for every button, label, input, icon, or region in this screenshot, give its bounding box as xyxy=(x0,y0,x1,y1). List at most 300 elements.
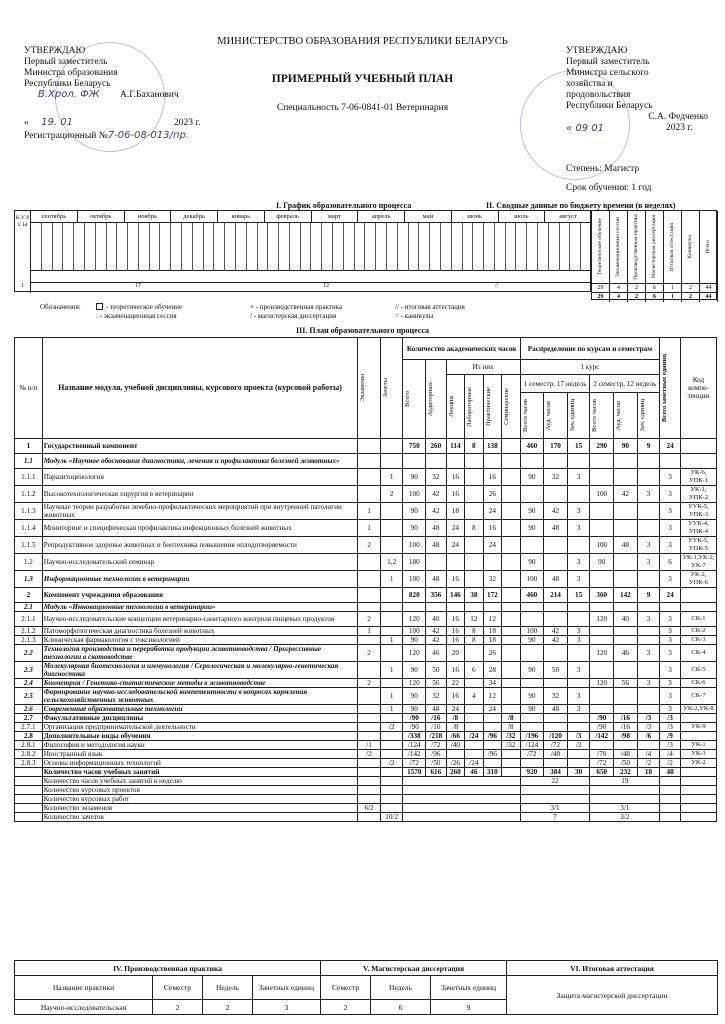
row-cell xyxy=(465,741,483,750)
summary-cell xyxy=(380,795,403,804)
row-cell: /4 xyxy=(660,750,681,759)
row-cell: 2.3 xyxy=(15,662,43,679)
schedule-course-number: 1 xyxy=(15,283,31,293)
row-cell xyxy=(502,705,520,714)
dissertation-weeks-header: Недель xyxy=(371,976,431,1000)
legend xyxy=(40,303,520,325)
row-cell: 3 xyxy=(567,469,590,486)
row-cell: 12 xyxy=(483,612,501,627)
row-name-cell: Научные теории разработки лечебно-профилактических мероприятий при внутренней патологии животных xyxy=(42,503,358,520)
summary-cell: 10/2 xyxy=(380,813,403,822)
summary-cell xyxy=(680,804,716,813)
row-cell: 34 xyxy=(483,679,501,688)
row-cell: /16 xyxy=(614,714,638,723)
practice-weeks-header: Недель xyxy=(203,976,253,1000)
row-cell xyxy=(502,627,520,636)
left-approve-line-1: Первый заместитель xyxy=(24,57,108,67)
row-cell: 24 xyxy=(483,705,501,714)
specialty: Специальность 7-06-0841-01 Ветеринария xyxy=(276,103,449,113)
row-cell xyxy=(567,603,590,612)
row-cell xyxy=(465,537,483,554)
budget-header: Магистерская диссертация xyxy=(646,211,664,283)
summary-cell xyxy=(380,777,403,786)
row-cell xyxy=(567,759,590,768)
row-cell xyxy=(614,503,638,520)
row-cell: 26 xyxy=(483,645,501,662)
row-cell: 3 xyxy=(637,645,660,662)
row-cell: 138 xyxy=(483,439,501,454)
row-cell xyxy=(637,520,660,537)
practice-ze: 3 xyxy=(253,1000,321,1015)
row-cell xyxy=(680,768,716,777)
row-cell: /2 xyxy=(660,759,681,768)
row-cell xyxy=(637,603,660,612)
row-cell: СК-2 xyxy=(680,627,716,636)
row-cell: 90 xyxy=(520,469,544,486)
row-name-cell: Мониторинг и специфическая профилактика инфекционных болезней животных xyxy=(42,520,358,537)
row-cell: /98 xyxy=(614,732,638,741)
row-cell xyxy=(446,750,464,759)
row-cell xyxy=(520,612,544,627)
section-5-title: V. Магистерская диссертация xyxy=(321,961,507,976)
row-cell: 8 xyxy=(465,520,483,537)
summary-cell xyxy=(590,795,660,804)
row-cell: 2.8.2 xyxy=(15,750,43,759)
header-aud: Аудиторных xyxy=(426,360,447,439)
row-cell: 2.1.1 xyxy=(15,612,43,627)
row-cell: /3 xyxy=(637,714,660,723)
left-date-year: 2023 г. xyxy=(174,118,201,128)
row-cell: 750 xyxy=(403,439,426,454)
row-cell: 42 xyxy=(544,627,568,636)
row-cell xyxy=(483,603,501,612)
week-column xyxy=(117,223,128,271)
row-cell xyxy=(590,571,614,588)
right-approve-line-3: хозяйства и xyxy=(566,79,613,89)
row-cell: 32 xyxy=(544,688,568,705)
row-cell: 1.1.4 xyxy=(15,520,43,537)
row-cell xyxy=(614,603,638,612)
table-row xyxy=(15,636,717,645)
row-cell: 2 xyxy=(380,486,403,503)
row-cell xyxy=(590,636,614,645)
row-cell: /6 xyxy=(637,732,660,741)
summary-cell xyxy=(358,795,381,804)
row-name-cell: Дополнительные виды обучения xyxy=(42,732,358,741)
summary-cell: 3/2 xyxy=(590,813,660,822)
table-row xyxy=(15,520,717,537)
row-cell: 2.1.3 xyxy=(15,636,43,645)
budget-cell: 4 xyxy=(610,284,628,293)
row-cell: 146 xyxy=(446,588,464,603)
row-cell: /2 xyxy=(637,759,660,768)
row-cell: 16 xyxy=(446,612,464,627)
row-cell: УК-1,УК-2, УК-7 xyxy=(680,554,716,571)
row-cell: 310 xyxy=(483,768,501,777)
practice-sem: 2 xyxy=(153,1000,203,1015)
budget-header: Итоговая аттестация xyxy=(664,211,682,283)
row-cell xyxy=(483,714,501,723)
row-cell xyxy=(358,723,381,732)
right-approve-line-5: Республики Беларусь xyxy=(566,101,653,111)
row-cell: 48 xyxy=(426,520,447,537)
summary-row xyxy=(15,795,717,804)
row-cell xyxy=(380,741,403,750)
left-approve-title: УТВЕРЖДАЮ xyxy=(24,46,86,56)
row-cell xyxy=(502,469,520,486)
summary-cell xyxy=(358,813,381,822)
legend-exam: : - экзаменационная сессия xyxy=(96,312,177,320)
right-approve-line-2: Министра сельского xyxy=(566,68,649,78)
row-cell: /66 xyxy=(446,732,464,741)
row-cell: 2.7 xyxy=(15,714,43,723)
table-row xyxy=(15,759,717,768)
row-cell: 1 xyxy=(358,627,381,636)
budget-cell: 2 xyxy=(682,293,700,302)
summary-cell: 19 xyxy=(590,777,660,786)
budget-header: Каникулы xyxy=(682,211,700,283)
summary-cell xyxy=(520,786,590,795)
row-cell: 90 xyxy=(403,469,426,486)
row-cell: /72 xyxy=(520,750,544,759)
row-cell: 48 xyxy=(426,705,447,714)
week-column xyxy=(398,223,409,271)
row-cell xyxy=(660,454,681,469)
row-cell: 40 xyxy=(614,612,638,627)
row-cell xyxy=(637,627,660,636)
row-cell: 12 xyxy=(465,612,483,627)
budget-cell: 29 xyxy=(592,284,610,293)
row-cell xyxy=(520,537,544,554)
row-cell: /70 xyxy=(590,750,614,759)
row-cell: 9 xyxy=(637,439,660,454)
header-s1-hours: Всего часов xyxy=(520,393,544,439)
row-cell: 90 xyxy=(403,688,426,705)
month-label: февраль xyxy=(265,211,312,223)
row-cell xyxy=(358,588,381,603)
row-cell xyxy=(465,750,483,759)
row-name-cell: Факультативные дисциплины xyxy=(42,714,358,723)
summary-cell: Количество курсовых работ xyxy=(42,795,358,804)
row-cell: 3 xyxy=(660,679,681,688)
summary-cell xyxy=(403,786,520,795)
row-cell: 90 xyxy=(614,439,638,454)
row-cell xyxy=(614,554,638,571)
row-cell: 3 xyxy=(567,520,590,537)
row-cell xyxy=(380,627,403,636)
budget-cell: 2 xyxy=(682,284,700,293)
month-label: март xyxy=(312,211,359,223)
row-name-cell: Биометрия / Генетико-статистические методы в животноводстве xyxy=(42,679,358,688)
row-cell: 16 xyxy=(483,469,501,486)
row-cell: 2 xyxy=(15,588,43,603)
reg-number: 7-06-08-013/пр. xyxy=(107,130,189,141)
row-cell: 8 xyxy=(465,439,483,454)
budget-cell: 1 xyxy=(664,284,682,293)
row-cell: УУК-5, УПК-5 xyxy=(680,537,716,554)
row-cell xyxy=(680,714,716,723)
row-cell xyxy=(502,636,520,645)
row-cell: /72 xyxy=(590,759,614,768)
row-cell: 15 xyxy=(567,439,590,454)
left-approve-line-3: Республики Беларусь xyxy=(24,79,111,89)
row-cell: /48 xyxy=(614,750,638,759)
row-cell: /3 xyxy=(660,723,681,732)
row-cell: 3 xyxy=(567,636,590,645)
week-column xyxy=(560,223,571,271)
row-name-cell: Клиническая фармакология с токсикологией xyxy=(42,636,358,645)
table-row xyxy=(15,679,717,688)
row-cell: 42 xyxy=(426,636,447,645)
row-cell xyxy=(358,554,381,571)
row-cell xyxy=(590,688,614,705)
row-cell: 12 xyxy=(483,688,501,705)
week-column xyxy=(63,223,74,271)
row-cell: 3 xyxy=(660,520,681,537)
row-cell xyxy=(637,454,660,469)
header-s1-aud: Ауд. часов xyxy=(544,393,568,439)
row-cell: 24 xyxy=(483,503,501,520)
table-row xyxy=(15,627,717,636)
summary-row xyxy=(15,813,717,822)
row-cell: /124 xyxy=(520,741,544,750)
row-cell: 2.2 xyxy=(15,645,43,662)
header-s1-ze: Зач. единиц xyxy=(567,393,590,439)
week-column xyxy=(419,223,430,271)
row-cell xyxy=(520,645,544,662)
row-cell xyxy=(502,486,520,503)
row-cell: 3 xyxy=(660,645,681,662)
row-cell: 1 xyxy=(358,503,381,520)
row-cell: 42 xyxy=(426,627,447,636)
row-cell: 616 xyxy=(426,768,447,777)
row-cell: 90 xyxy=(520,688,544,705)
row-cell: 48 xyxy=(614,537,638,554)
row-cell: 1 xyxy=(380,688,403,705)
summary-cell: Количество экзаменов xyxy=(42,804,358,813)
week-column xyxy=(452,223,463,271)
row-cell xyxy=(614,662,638,679)
week-column xyxy=(441,223,452,271)
row-cell xyxy=(567,645,590,662)
row-cell xyxy=(544,612,568,627)
row-name-cell: Научно-исследовательские концепции ветеринарно-санитарного контроля пищевых продуктов xyxy=(42,612,358,627)
table-row xyxy=(15,612,717,627)
row-cell: 1,2 xyxy=(380,554,403,571)
row-cell: 90 xyxy=(520,503,544,520)
row-cell: 1.2 xyxy=(15,554,43,571)
row-cell: 3 xyxy=(660,688,681,705)
row-name-cell: Иностранный язык xyxy=(42,750,358,759)
row-cell: 3 xyxy=(637,537,660,554)
row-cell xyxy=(637,705,660,714)
summary-cell xyxy=(660,795,681,804)
row-cell xyxy=(520,714,544,723)
row-cell: 24 xyxy=(660,588,681,603)
row-cell: 24 xyxy=(446,705,464,714)
row-cell xyxy=(520,603,544,612)
row-cell: 38 xyxy=(465,588,483,603)
week-column xyxy=(279,223,290,271)
row-cell xyxy=(358,454,381,469)
week-column xyxy=(150,223,161,271)
table-row xyxy=(15,469,717,486)
row-cell: 384 xyxy=(544,768,568,777)
row-cell xyxy=(465,705,483,714)
row-cell xyxy=(502,554,520,571)
right-approve-name: С.А. Федченко xyxy=(648,112,708,122)
row-cell: 48 xyxy=(544,571,568,588)
section-2-title: II. Сводные данные по бюджету времени (в неделях) xyxy=(486,201,676,210)
practice-ze-header: Зачетных единиц xyxy=(253,976,321,1000)
row-cell xyxy=(358,768,381,777)
row-cell: 1.1.2 xyxy=(15,486,43,503)
week-column xyxy=(74,223,85,271)
row-name-cell: Современные образовательные технологии xyxy=(42,705,358,714)
budget-cell: 44 xyxy=(700,284,718,293)
row-cell: СК-4 xyxy=(680,645,716,662)
row-cell: 1 xyxy=(380,636,403,645)
row-cell xyxy=(680,588,716,603)
week-column xyxy=(301,223,312,271)
row-cell: 1.1 xyxy=(15,454,43,469)
row-cell: 16 xyxy=(483,520,501,537)
header-name: Название модуля, учебной дисциплины, курсового проекта (курсовой работы) xyxy=(42,338,358,439)
row-cell: 40 xyxy=(426,612,447,627)
row-cell: 460 xyxy=(520,588,544,603)
row-cell xyxy=(680,454,716,469)
row-cell: 3 xyxy=(637,486,660,503)
row-cell: 3 xyxy=(567,688,590,705)
row-cell: 120 xyxy=(403,612,426,627)
row-cell: 650 xyxy=(590,768,614,777)
row-cell xyxy=(426,554,447,571)
row-cell: /8 xyxy=(446,714,464,723)
row-cell xyxy=(380,603,403,612)
degree: Степень: Магистр xyxy=(566,164,640,174)
row-cell: 232 xyxy=(614,768,638,777)
row-cell xyxy=(502,750,520,759)
row-cell: СК-5 xyxy=(680,662,716,679)
row-cell xyxy=(380,503,403,520)
budget-cell: 29 xyxy=(592,293,610,302)
row-cell: 42 xyxy=(426,486,447,503)
row-cell xyxy=(358,636,381,645)
row-cell: 290 xyxy=(590,439,614,454)
summary-cell xyxy=(680,795,716,804)
row-cell xyxy=(465,503,483,520)
row-cell xyxy=(544,603,568,612)
table-row xyxy=(15,732,717,741)
row-cell xyxy=(483,741,501,750)
row-cell xyxy=(465,469,483,486)
row-cell xyxy=(614,454,638,469)
week-column xyxy=(96,223,107,271)
row-cell xyxy=(358,439,381,454)
row-cell: 9 xyxy=(637,588,660,603)
row-cell: УК-6, УПК-1 xyxy=(680,469,716,486)
plan-title: ПРИМЕРНЫЙ УЧЕБНЫЙ ПЛАН xyxy=(271,73,454,85)
row-cell xyxy=(380,679,403,688)
row-cell: 16 xyxy=(446,662,464,679)
row-cell xyxy=(590,503,614,520)
row-cell: 90 xyxy=(403,636,426,645)
row-cell: 1570 xyxy=(403,768,426,777)
row-cell: 114 xyxy=(446,439,464,454)
row-cell xyxy=(483,554,501,571)
dissertation-ze: 9 xyxy=(431,1000,507,1015)
week-column xyxy=(365,223,376,271)
row-cell xyxy=(483,723,501,732)
row-cell: 46 xyxy=(426,645,447,662)
row-name-cell: Основы информационных технологий xyxy=(42,759,358,768)
row-cell: 24 xyxy=(446,520,464,537)
row-cell xyxy=(637,741,660,750)
row-cell: /90 xyxy=(590,714,614,723)
row-cell: 3 xyxy=(637,612,660,627)
row-cell xyxy=(358,603,381,612)
row-cell xyxy=(502,612,520,627)
summary-cell xyxy=(403,804,520,813)
row-cell xyxy=(502,768,520,777)
summary-cell xyxy=(15,777,43,786)
row-cell xyxy=(465,486,483,503)
row-cell xyxy=(502,759,520,768)
row-cell: 120 xyxy=(590,612,614,627)
table-row xyxy=(15,537,717,554)
row-cell xyxy=(590,627,614,636)
row-cell: /90 xyxy=(403,723,426,732)
row-cell: /72 xyxy=(426,741,447,750)
row-cell xyxy=(403,603,426,612)
row-cell xyxy=(544,714,568,723)
row-cell: 8 xyxy=(465,627,483,636)
row-cell: 1 xyxy=(380,662,403,679)
row-cell: 56 xyxy=(426,679,447,688)
row-cell: 90 xyxy=(403,705,426,714)
row-cell xyxy=(446,554,464,571)
row-cell xyxy=(358,714,381,723)
summary-cell: 7 xyxy=(520,813,590,822)
row-cell: 18 xyxy=(637,768,660,777)
row-cell xyxy=(520,723,544,732)
week-column xyxy=(160,223,171,271)
row-cell: 3 xyxy=(567,503,590,520)
practice-weeks: 2 xyxy=(203,1000,253,1015)
table-row xyxy=(15,554,717,571)
row-cell xyxy=(590,469,614,486)
row-cell: 90 xyxy=(590,554,614,571)
row-cell xyxy=(544,454,568,469)
row-cell: УУК-5, УПК-3 xyxy=(680,503,716,520)
row-cell xyxy=(567,537,590,554)
row-cell xyxy=(502,588,520,603)
row-cell xyxy=(567,612,590,627)
row-cell: 6 xyxy=(660,554,681,571)
row-cell: 2.6 xyxy=(15,705,43,714)
table-row xyxy=(15,705,717,714)
row-cell: 360 xyxy=(590,588,614,603)
row-cell: /24 xyxy=(465,759,483,768)
table-row xyxy=(15,714,717,723)
week-column xyxy=(463,223,474,271)
row-name-cell: Философия и методология науки xyxy=(42,741,358,750)
table-row xyxy=(15,486,717,503)
row-cell: 2.1.2 xyxy=(15,627,43,636)
row-name-cell: Паразитоценология xyxy=(42,469,358,486)
row-cell: 170 xyxy=(544,439,568,454)
row-cell: УК-2,УК-8 xyxy=(680,705,716,714)
